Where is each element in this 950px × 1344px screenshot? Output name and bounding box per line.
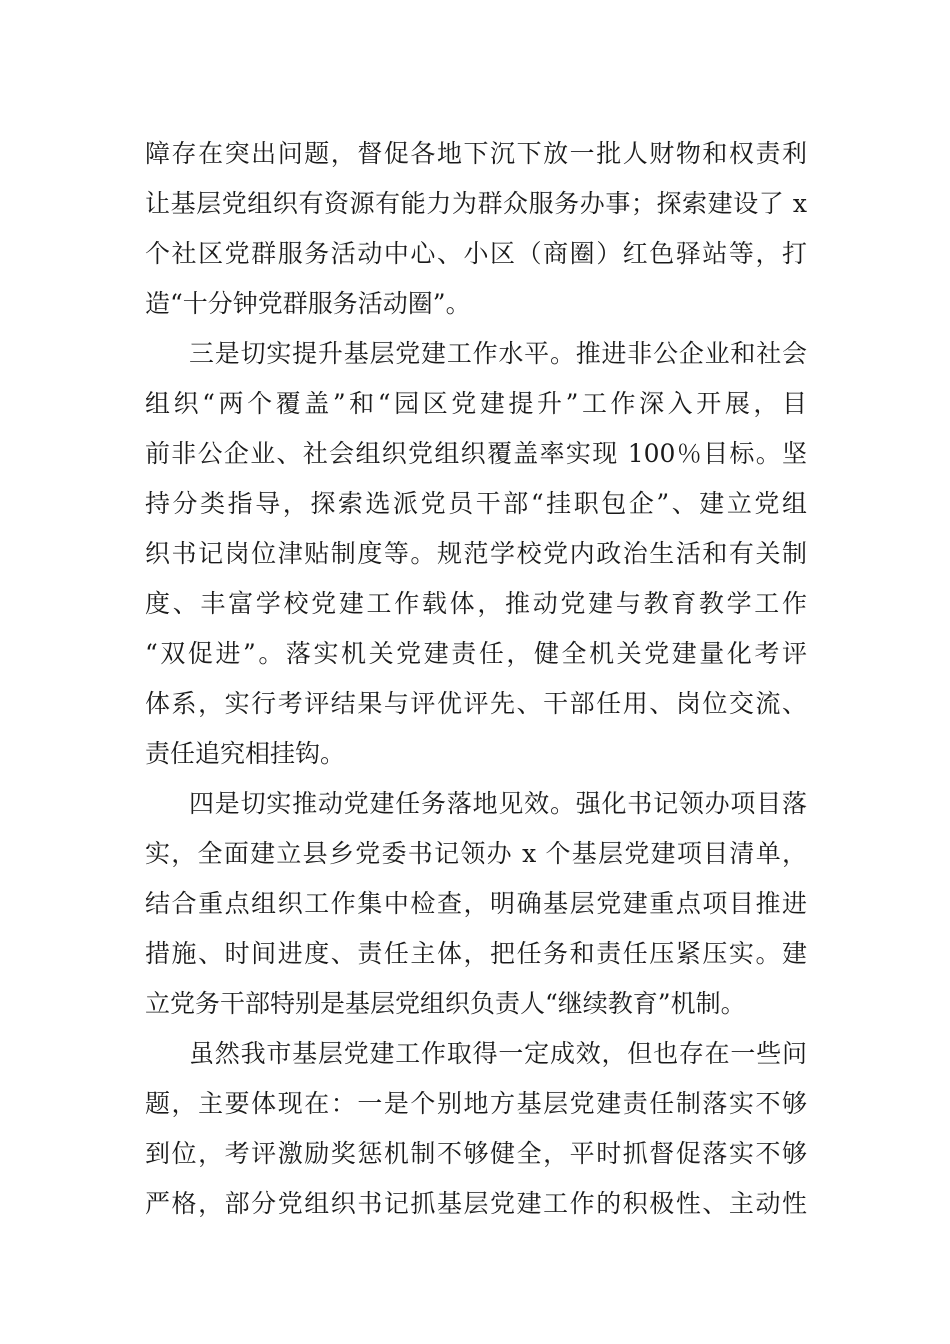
text-line: 个社区党群服务活动中心、小区（商圈）红色驿站等，打: [145, 239, 807, 268]
text-line: 持分类指导，探索选派党员干部“挂职包企”、建立党组: [145, 489, 807, 518]
text-line: 虽然我市基层党建工作取得一定成效，但也存在一些问: [189, 1039, 807, 1068]
text-line: 体系，实行考评结果与评优评先、干部任用、岗位交流、: [145, 689, 807, 718]
text-line: 障存在突出问题，督促各地下沉下放一批人财物和权责利: [145, 139, 807, 168]
text-line: 织书记岗位津贴制度等。规范学校党内政治生活和有关制: [145, 539, 807, 568]
text-line: 题，主要体现在：一是个别地方基层党建责任制落实不够: [145, 1089, 807, 1118]
text-line: 四是切实推动党建任务落地见效。强化书记领办项目落: [189, 789, 807, 818]
text-line: 前非公企业、社会组织党组织覆盖率实现 100％目标。坚: [145, 439, 807, 468]
text-line: 到位，考评激励奖惩机制不够健全，平时抓督促落实不够: [145, 1139, 807, 1168]
text-line: 造“十分钟党群服务活动圈”。: [145, 289, 471, 318]
text-line: 措施、时间进度、责任主体，把任务和责任压紧压实。建: [145, 939, 807, 968]
text-line: 严格，部分党组织书记抓基层党建工作的积极性、主动性: [145, 1189, 807, 1218]
text-line: 结合重点组织工作集中检查，明确基层党建重点项目推进: [145, 889, 807, 918]
text-line: 立党务干部特别是基层党组织负责人“继续教育”机制。: [145, 989, 746, 1018]
text-line: “双促进”。落实机关党建责任，健全机关党建量化考评: [145, 639, 807, 668]
text-line: 度、丰富学校党建工作载体，推动党建与教育教学工作: [145, 589, 807, 618]
document-body: [145, 129, 807, 1229]
paragraph: [145, 129, 807, 329]
paragraph: [145, 779, 807, 1029]
text-line: 三是切实提升基层党建工作水平。推进非公企业和社会: [189, 339, 807, 368]
text-line: 让基层党组织有资源有能力为群众服务办事；探索建设了 x: [145, 189, 807, 218]
text-line: 组织“两个覆盖”和“园区党建提升”工作深入开展，目: [145, 389, 807, 418]
paragraph: [145, 1029, 807, 1229]
text-line: 实，全面建立县乡党委书记领办 x 个基层党建项目清单，: [145, 839, 807, 868]
paragraph: [145, 329, 807, 779]
text-line: 责任追究相挂钩。: [145, 739, 346, 768]
